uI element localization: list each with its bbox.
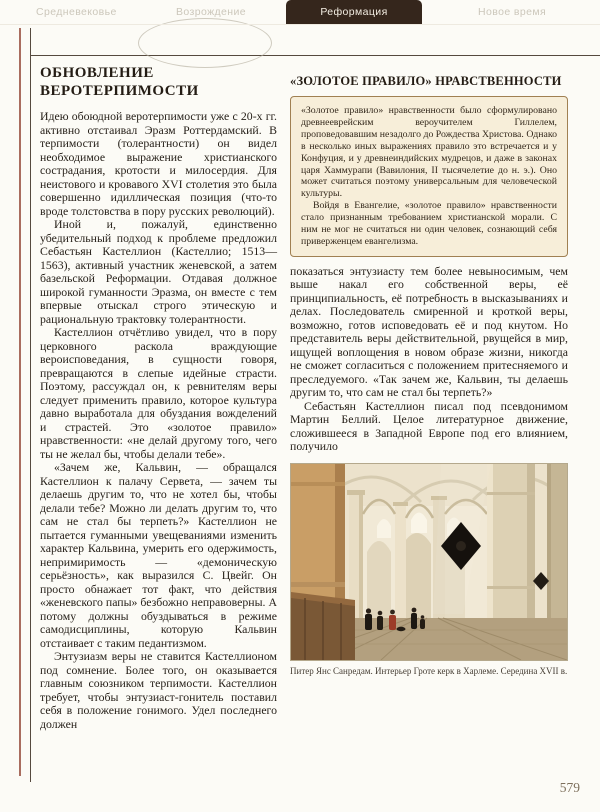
tab-reformation[interactable]: Реформация — [286, 0, 422, 24]
page-number: 579 — [559, 780, 580, 795]
right-column — [290, 74, 568, 677]
paragraph: Идею обоюдной веротерпимости уже с 20-х гг. активно отстаивал Эразм Роттердамский. В терпимости (толерантности) он видел необходимое выражение христианского сострадания, кротости и милосердия. Для неистового и кровавого XVI столетия это была совершенно идиллическая позиция (что-то вроде толстовства в пору русских революций). — [40, 109, 277, 218]
tab-medieval[interactable]: Средневековье — [36, 6, 117, 18]
red-margin-rule — [19, 28, 21, 776]
decorative-oval — [138, 18, 272, 68]
chapter-tabs — [0, 0, 600, 25]
info-box-paragraph: «Золотое правило» нравственности было сформулировано древнееврейским вероучителем Гиллелем, проповедовавшим незадолго до Рождества Христова. Однако в несколько иных выражениях правило это встречается и у Конфуция, и у древнеиндийских мудрецов, и даже в законах царя Хаммурапи (Вавилония, II тысячелетие до н. э.). Оно может считаться поэтому универсальным для человеческой культуры. — [301, 105, 557, 200]
church-interior-painting — [290, 463, 568, 661]
church-interior-painting-svg — [291, 464, 567, 660]
paragraph: Себастьян Кастеллион писал под псевдонимом Мартин Беллий. Целое литературное движение, сложившееся в Западной Европе под его влиянием, получило — [290, 398, 568, 454]
paragraph: Кастеллион отчётливо увидел, что в пору церковного раскола враждующие вероисповедания, в сущности говоря, превращаются в слепые идейные страсти. Поэтому, рассуждал он, к ревнителям веры следует применить правило, которое культура давно выработала для обуздания вожделений и страстей. Это «золотое правило» нравственности: «не делай другому того, чего ты не желал бы, чтобы делали тебе». — [40, 325, 277, 461]
paragraph: Энтузиазм веры не ставится Кастеллионом под сомнение. Более того, он оказывается главным союзником терпимости. Кастеллион требует, чтобы энтузиаст-гонитель поставил себя в положение гонимого. Удел последнего должен — [40, 649, 277, 731]
image-caption: Питер Янс Санредам. Интерьер Гроте керк в Харлеме. Середина XVII в. — [290, 665, 568, 676]
page-title: ОБНОВЛЕНИЕ ВЕРОТЕРПИМОСТИ — [40, 65, 199, 99]
frame-horizontal-rule — [30, 55, 600, 56]
section-title: «ЗОЛОТОЕ ПРАВИЛО» НРАВСТВЕННОСТИ — [290, 74, 562, 88]
paragraph: Иной и, пожалуй, единственно убедительный подход к проблеме предложил Себастьян Кастеллион (Кастеллио; 1513—1563), активный участник женевской, а затем базельской Реформации. Отдавая должное широкой гуманности Эразма, он вместе с тем впервые отыскал строго этическую и рациональную трактовку толерантности. — [40, 217, 277, 326]
paragraph: «Зачем же, Кальвин, — обращался Кастеллион к палачу Сервета, — зачем ты делаешь другим то, что не хотел бы, чтобы делали тебе? Можно ли делать другим то, что сам не стал бы терпеть?» Кастеллион не пытается гуманными увещеваниями изменить характер Кальвина, умерить его одержимость, непримиримость — «демоническую серьёзность», как выразился С. Цвейг. Он просто обнажает тот факт, что действия «женевского папы» безбожно неправоверны. А потому должны обуздываться в режиме самодисциплины, которую Кальвин отстаивает с таким педантизмом. — [40, 460, 277, 650]
frame-vertical-rule — [30, 28, 31, 782]
paragraph: показаться энтузиасту тем более невыносимым, чем выше накал его собственной веры, её принципиальность, её потребность в высказываниях и делах. Последователь смиренной и кроткой веры, возможно, готов исповедовать её и под кнутом. Но представитель веры действительной, рвущейся в мир, ищущей воплощения в новом образе жизни, никогда не сможет согласиться с положением притесняемого и преследуемого. «Так зачем же, Кальвин, ты делаешь другим то, что сам не стал бы терпеть?» — [290, 263, 568, 400]
tab-modern-era[interactable]: Новое время — [478, 6, 547, 18]
golden-rule-info-box — [290, 96, 568, 257]
left-column — [40, 64, 277, 731]
tab-renaissance[interactable]: Возрождение — [176, 6, 246, 18]
info-box-paragraph: Войдя в Евангелие, «золотое правило» нравственности стало признанным требованием христианской морали. С ним не мог не считаться ни один человек, сознающий себя приверженцем евангелизма. — [301, 200, 557, 247]
